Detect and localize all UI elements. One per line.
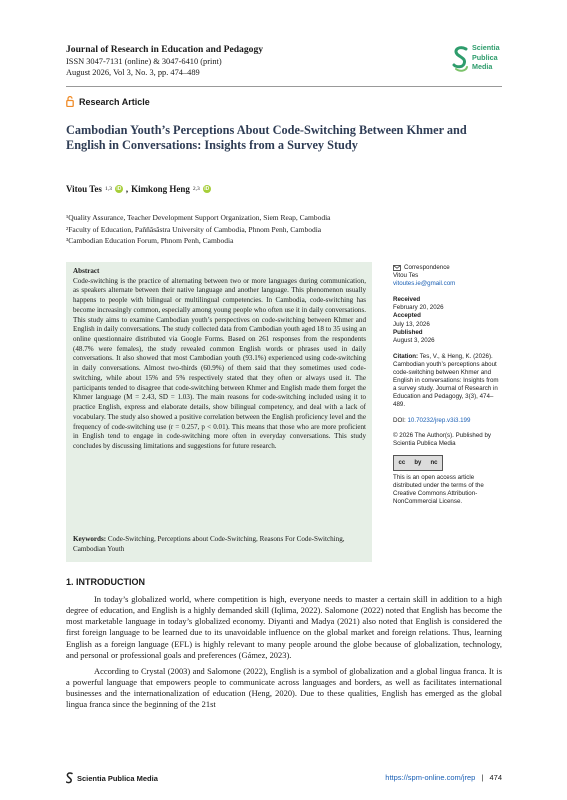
footer-separator: | [481,773,484,782]
by-icon: by [414,459,422,466]
author-1-name[interactable]: Vitou Tes [66,184,102,194]
author-separator: , [125,184,129,194]
keywords-label: Keywords: [73,535,107,543]
footer-url[interactable]: https://spm-online.com/jrep [385,773,476,782]
envelope-icon [393,265,401,271]
doi-label: DOI: [393,416,406,424]
received-date: February 20, 2026 [393,304,444,312]
logo-line-2: Publica [472,52,498,62]
journal-issn: ISSN 3047-7131 (online) & 3047-6410 (print) [66,57,222,66]
author-list [66,184,211,194]
article-info-sidebar [393,264,503,506]
orcid-icon[interactable]: iD [116,186,122,192]
header-rule [66,86,502,87]
author-1-affil: 1,3 [104,186,112,192]
author-2-affil: 2,3 [192,186,200,192]
citation [393,353,503,410]
paper-title: Cambodian Youth’s Perceptions About Code-Switching Between Khmer and English in Conversations: Insights from a Survey Study [66,123,467,153]
affiliations [66,212,502,247]
author-2-name[interactable]: Kimkong Heng [131,184,190,194]
footer-publisher [66,772,158,784]
nc-icon: nc [430,459,438,466]
abstract-heading: Abstract [73,267,100,275]
correspondence-name: Vitou Tes [393,272,419,280]
doi [393,417,503,425]
doi-link[interactable]: 10.70232/jrep.v3i3.199 [407,416,471,424]
journal-name: Journal of Research in Education and Pedagogy [66,44,264,55]
page-number: 474 [489,773,502,782]
footer-right [385,773,502,782]
correspondence-label: Correspondence [404,264,450,271]
keywords [73,535,366,554]
journal-issue: August 2026, Vol 3, No. 3, pp. 474–489 [66,68,200,77]
citation-label: Citation: [393,352,419,360]
article-type [66,96,150,107]
abstract-text: Code-switching is the practice of alternating between two or more languages during communication, as speakers alternate between their native language and another language. This phenomenon usually happens to people with bilingual or multilingual competencies. In Cambodia, code-switching has become increasingly common, especially among young people who often use it in daily conversations. This study aims to examine Cambodian youth’s perspectives on code-switching between Khmer and English in daily conversations. The study collected data from Cambodian youth aged 18 to 35 using an online questionnaire distributed via Google Forms. Based on 261 responses from the respondents (48.7% were females), the study revealed common English words or phrases used in daily conversations. It also showed that most Cambodian youth (93.1%) experienced using code-switching in daily conversations. Almost two-thirds (60.9%) of them said that they sometimes used code-switching, while about 15% and 5% respectively stated that they often or always used it. The participants tended to disagree that code-switching between Khmer and English made them forget the Khmer language (M = 2.43, SD = 1.03). The main reasons for code-switching included using it to practice English, express and elaborate details, show bilingual competency, and deal with a lack of vocabulary. The study also showed a positive correlation between the English proficiency level and the frequency of code-switching use (r = 0.257, p < 0.01). This means that those who are more proficient in English tend to engage in code-switching more often in everyday conversations. This study concludes by discussing limitations and suggestions for future research. [73,276,366,450]
open-access-icon [66,96,74,107]
orcid-icon[interactable]: iD [204,186,210,192]
published-label: Published [393,328,423,336]
correspondence-email[interactable]: vitoutes.ie@gmail.com [393,280,456,288]
logo-line-3: Media [472,62,493,72]
received-label: Received [393,296,421,304]
footer [66,772,502,786]
citation-text: Tes, V., & Heng, K. (2026). Cambodian youth’s perceptions about code-switching between Khmer and English in conversations: Insights from a survey study. Journal of Research in Education and Pedagogy, 3(3), 474–489. [393,352,499,409]
section-heading: 1. INTRODUCTION [66,577,146,587]
published-date: August 3, 2026 [393,336,435,344]
accepted-label: Accepted [393,312,421,320]
cc-icon: cc [398,459,406,466]
affiliation-1: ¹Quality Assurance, Teacher Development Support Organization, Siem Reap, Cambodia [66,213,331,222]
publisher-logo-icon [452,45,470,75]
article-type-label: Research Article [79,96,150,107]
journal-header [66,44,396,78]
publisher-logo [452,43,527,81]
abstract-box [66,262,372,562]
paragraph: According to Crystal (2003) and Salomone (2022), English is a symbol of globalization and a global lingua franca. It is a powerful language that empowers people to communicate across languages and borders, as well as facilitates international businesses and the internationalization of education (Heng, 2020). Due to these qualities, English has emerged as the global lingua franca since the beginning of the 21st [66,665,502,710]
cc-license-badge[interactable] [393,455,443,471]
logo-line-1: Scientia [472,43,500,52]
copyright-text: © 2026 The Author(s). Published by Scientia Publica Media [393,431,492,447]
keywords-text: Code-Switching, Perceptions about Code-Switching, Reasons For Code-Switching, Cambodian Youth [73,535,345,553]
license-text: This is an open access article distributed under the terms of the Creative Commons Attribution-NonCommercial License. [393,473,484,506]
footer-publisher-name: Scientia Publica Media [77,773,158,783]
body-text [66,594,502,711]
accepted-date: July 13, 2026 [393,320,430,328]
affiliation-3: ³Cambodian Education Forum, Phnom Penh, Cambodia [66,236,234,245]
affiliation-2: ²Faculty of Education, Paññāsāstra University of Cambodia, Phnom Penh, Cambodia [66,224,322,234]
publisher-mark-icon [66,772,73,784]
paragraph: In today’s globalized world, where competition is high, everyone needs to master a certain skill in addition to a high degree of education, and English is a highly demanded skill (Iqlima, 2022). Salomone (2022) noted that English has become the most marketable language in today’s globalized economy. Diyanti and Madya (2021) also noted that English is considered the first foreign language to be learned due to its unavoidable influence on the global market and foreign relations. Thus, learning English as a foreign language (EFL) is highly relevant to many people around the globe because of globalization, technology, and personal or professional goals and preferences (Gámez, 2023). [66,594,502,660]
